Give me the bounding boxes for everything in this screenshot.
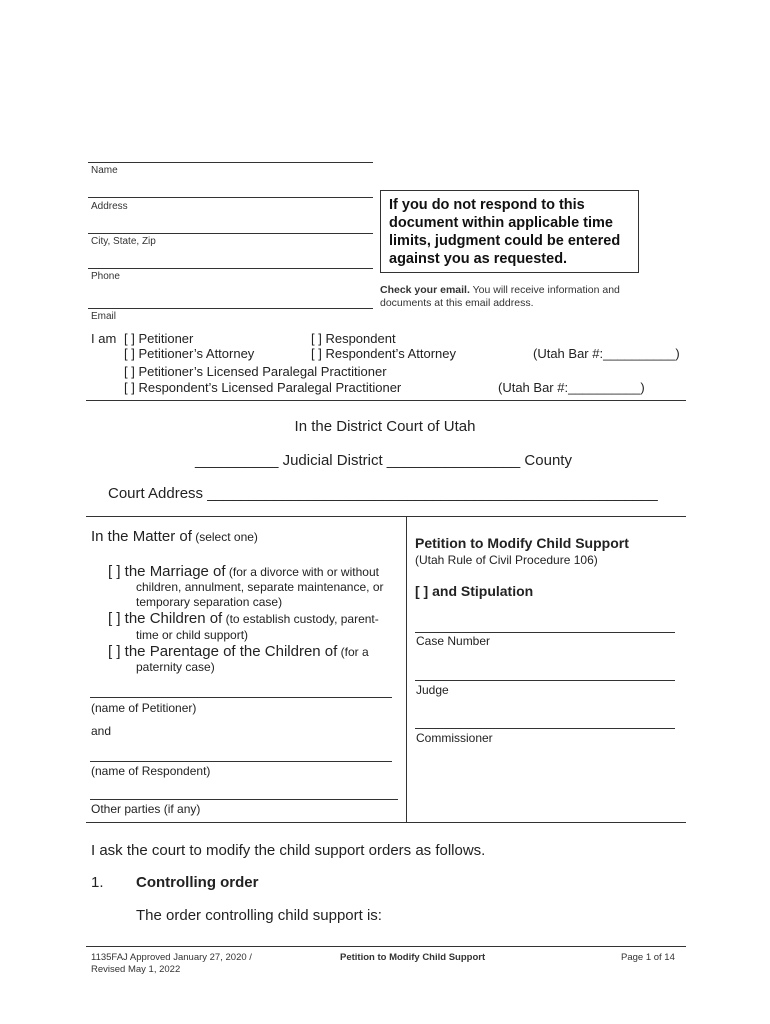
i-am-label: I am <box>91 331 117 346</box>
judicial-district: __________ Judicial District ________________ County <box>195 452 572 469</box>
caption-top-line <box>86 516 686 517</box>
phone-line <box>88 268 373 269</box>
role-divider <box>86 400 686 401</box>
other-parties-label: Other parties (if any) <box>91 802 201 816</box>
stipulation-option[interactable]: [ ] and Stipulation <box>415 583 534 599</box>
address-line <box>88 197 373 198</box>
parentage-option-cont: paternity case) <box>136 660 215 674</box>
email-field-label: Email <box>91 311 117 322</box>
footer-page-number: Page 1 of 14 <box>621 952 675 963</box>
utah-bar-1: (Utah Bar #:__________) <box>533 346 680 361</box>
section-number: 1. <box>91 874 104 891</box>
intro-text: I ask the court to modify the child support orders as follows. <box>91 842 486 859</box>
section-title: Controlling order <box>136 874 259 891</box>
judge-label: Judge <box>416 683 449 697</box>
role-respondent[interactable]: [ ] Respondent <box>311 331 396 346</box>
children-option-main: [ ] the Children of <box>108 610 223 627</box>
marriage-option-small: (for a divorce with or without <box>225 565 379 579</box>
controlling-order-text: The order controlling child support is: <box>136 907 382 924</box>
case-number-line <box>415 632 675 633</box>
email-line <box>88 308 373 309</box>
matter-heading-small: (select one) <box>191 530 258 544</box>
email-note-bold: Check your email. <box>380 284 470 296</box>
warning-text: If you do not respond to this document within applicable time limits, judgment could be entered against you as requested. <box>389 197 621 267</box>
role-petitioner[interactable]: [ ] Petitioner <box>124 331 194 346</box>
petitioner-name-line <box>90 697 392 698</box>
footer-revised: Revised May 1, 2022 <box>91 964 181 975</box>
role-petitioner-attorney[interactable]: [ ] Petitioner’s Attorney <box>124 346 255 361</box>
matter-heading <box>91 528 258 545</box>
petition-rule: (Utah Rule of Civil Procedure 106) <box>415 553 598 567</box>
footer-form-id <box>91 952 252 976</box>
caption-bottom-line <box>86 822 686 823</box>
respondent-name-label: (name of Respondent) <box>91 764 211 778</box>
role-respondent-attorney[interactable]: [ ] Respondent’s Attorney <box>311 346 457 361</box>
petition-title: Petition to Modify Child Support <box>415 535 629 551</box>
respondent-name-line <box>90 761 392 762</box>
judge-line <box>415 680 675 681</box>
name-line <box>88 162 373 163</box>
marriage-option[interactable] <box>108 563 379 580</box>
name-field-label: Name <box>91 165 118 176</box>
address-field-label: Address <box>91 201 128 212</box>
matter-heading-main: In the Matter of <box>91 528 192 545</box>
email-note-rest: You will receive information and documents at this email address. <box>380 284 620 309</box>
role-respondent-paralegal[interactable]: [ ] Respondent’s Licensed Paralegal Practitioner <box>124 380 402 395</box>
children-option[interactable] <box>108 610 379 627</box>
phone-field-label: Phone <box>91 271 120 282</box>
parentage-option-small: (for a <box>337 645 369 659</box>
caption-divider <box>406 517 407 822</box>
marriage-option-cont2: temporary separation case) <box>136 595 283 609</box>
marriage-option-cont <box>136 580 383 610</box>
city-field-label: City, State, Zip <box>91 236 156 247</box>
and-label: and <box>91 724 112 738</box>
email-note <box>380 284 650 310</box>
petitioner-name-label: (name of Petitioner) <box>91 701 197 715</box>
court-address: Court Address ______________________________________________________ <box>108 485 658 502</box>
warning-box <box>380 190 639 273</box>
court-title: In the District Court of Utah <box>294 418 476 435</box>
marriage-option-main: [ ] the Marriage of <box>108 563 226 580</box>
children-option-cont: time or child support) <box>136 628 249 642</box>
case-number-label: Case Number <box>416 634 491 648</box>
children-option-small: (to establish custody, parent- <box>222 612 379 626</box>
other-parties-line <box>90 799 398 800</box>
role-petitioner-paralegal[interactable]: [ ] Petitioner’s Licensed Paralegal Practitioner <box>124 364 387 379</box>
footer-form-approved: 1135FAJ Approved January 27, 2020 / <box>91 952 252 963</box>
commissioner-label: Commissioner <box>416 731 493 745</box>
marriage-option-cont1: children, annulment, separate maintenance, or <box>136 580 384 594</box>
parentage-option-main: [ ] the Parentage of the Children of <box>108 643 338 660</box>
utah-bar-2: (Utah Bar #:__________) <box>498 380 645 395</box>
parentage-option[interactable] <box>108 643 369 660</box>
footer-line <box>86 946 686 947</box>
footer-title: Petition to Modify Child Support <box>340 952 486 963</box>
commissioner-line <box>415 728 675 729</box>
city-line <box>88 233 373 234</box>
